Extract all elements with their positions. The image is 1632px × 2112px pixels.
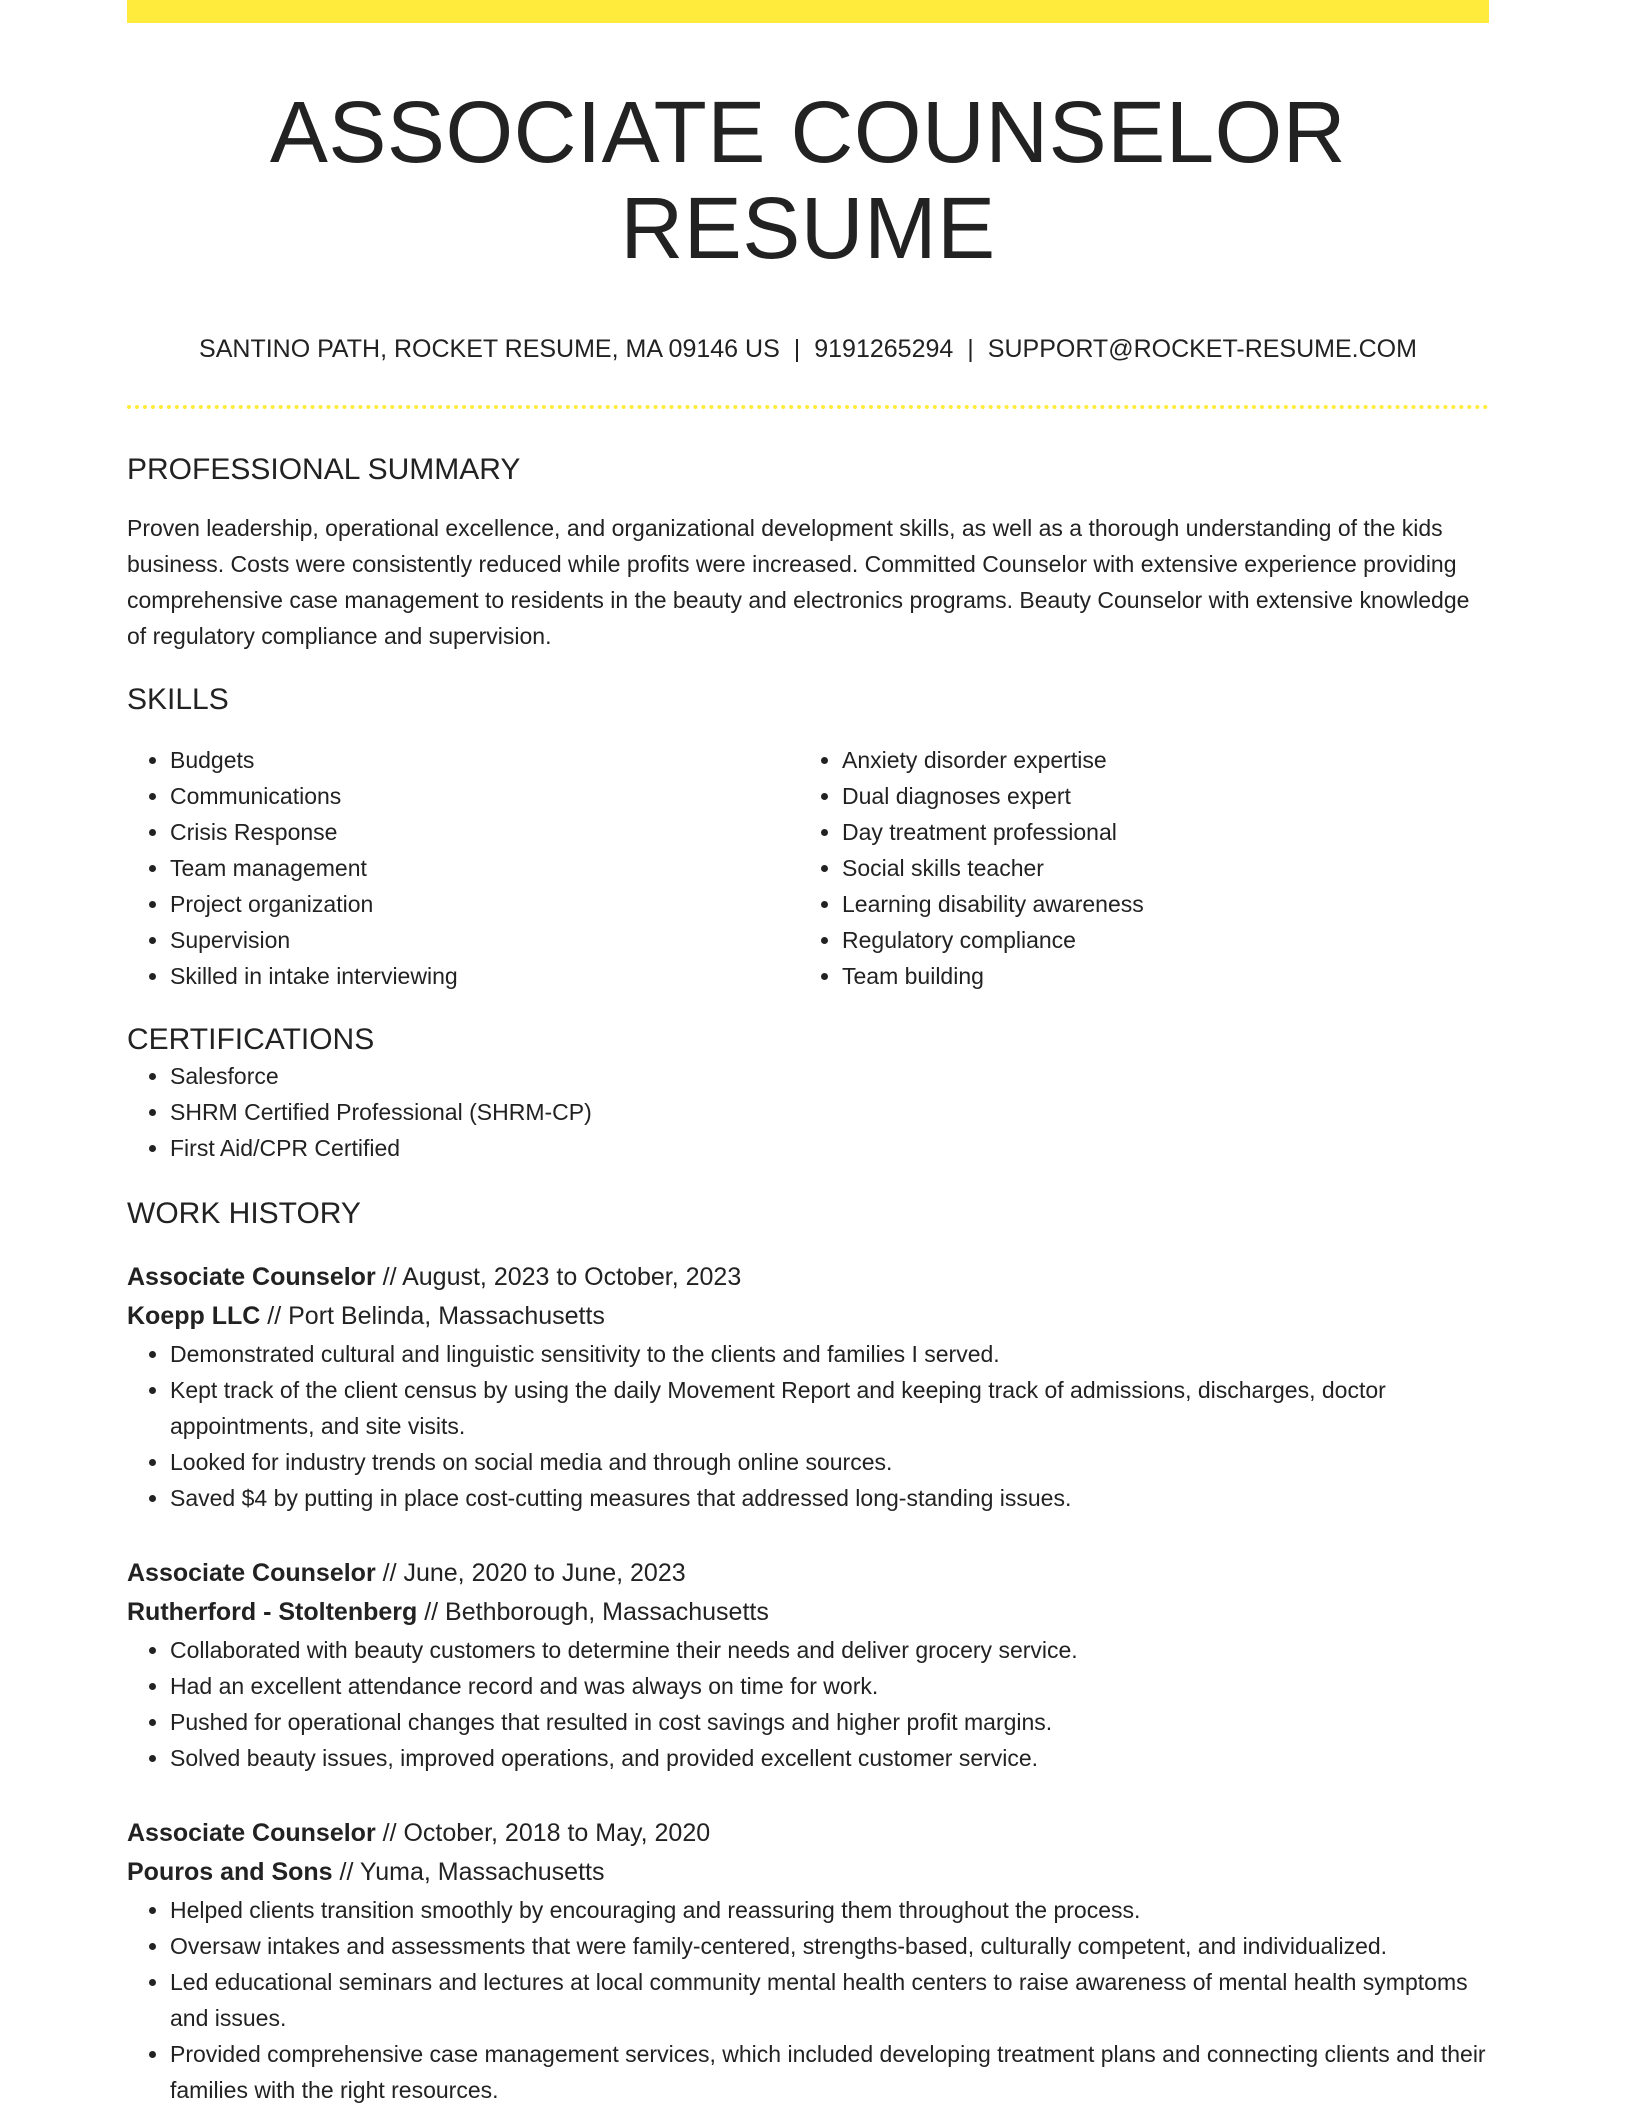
skills-heading: SKILLS: [127, 683, 229, 717]
contact-separator: |: [967, 335, 974, 364]
skills-columns: [127, 742, 1489, 994]
job-company-line: [127, 1297, 1489, 1336]
job-bullet: • Solved beauty issues, improved operations, and provided excellent customer service.: [170, 1740, 1489, 1776]
certification-item: • First Aid/CPR Certified: [170, 1130, 1489, 1166]
contact-address: SANTINO PATH, ROCKET RESUME, MA 09146 US: [199, 335, 780, 364]
work-history-heading: WORK HISTORY: [127, 1197, 361, 1231]
summary-text: Proven leadership, operational excellence, and organizational development skills, as well as a thorough understanding of the kids business. Costs were consistently reduced while profits were increased. Committed Counselor with extensive experience providing comprehensive case management to residents in the beauty and electronics programs. Beauty Counselor with extensive knowledge of regulatory compliance and supervision.: [127, 515, 1470, 650]
dotted-divider: [127, 405, 1489, 409]
certifications-list: [127, 1058, 1489, 1166]
contact-separator: |: [793, 335, 801, 364]
job-location: // Bethborough, Massachusetts: [417, 1598, 769, 1627]
job-role: Associate Counselor: [127, 1263, 376, 1292]
job-location: // Port Belinda, Massachusetts: [260, 1302, 605, 1331]
job-company-line: [127, 1853, 1489, 1892]
job-entry: [127, 1814, 1489, 2108]
summary-heading: PROFESSIONAL SUMMARY: [127, 453, 521, 487]
skill-item: • Skilled in intake interviewing: [170, 958, 799, 994]
certification-item: • Salesforce: [170, 1058, 1489, 1094]
job-bullet: • Led educational seminars and lectures at local community mental health centers to raise awareness of mental health symptoms and issues.: [170, 1964, 1489, 2036]
skill-item: • Team building: [842, 958, 1471, 994]
contact-email: SUPPORT@ROCKET-RESUME.COM: [987, 335, 1417, 364]
job-dates: // June, 2020 to June, 2023: [375, 1559, 686, 1588]
job-bullet: • Oversaw intakes and assessments that were family-centered, strengths-based, culturally competent, and individualized.: [170, 1928, 1489, 1964]
job-role: Associate Counselor: [127, 1819, 376, 1848]
job-bullet-list: [127, 1632, 1489, 1776]
skill-item: • Budgets: [170, 742, 799, 778]
job-company-line: [127, 1593, 1489, 1632]
skill-item: • Day treatment professional: [842, 814, 1471, 850]
skill-item: • Communications: [170, 778, 799, 814]
skill-item: • Social skills teacher: [842, 850, 1471, 886]
job-bullet: • Kept track of the client census by using the daily Movement Report and keeping track of admissions, discharges, doctor appointments, and site visits.: [170, 1372, 1489, 1444]
job-bullet: • Pushed for operational changes that resulted in cost savings and higher profit margins.: [170, 1704, 1489, 1740]
skill-item: • Supervision: [170, 922, 799, 958]
skills-column-left: [127, 742, 799, 994]
job-entry: [127, 1258, 1489, 1516]
resume-title: ASSOCIATE COUNSELOR RESUME: [269, 84, 1347, 277]
skill-item: • Anxiety disorder expertise: [842, 742, 1471, 778]
job-location: // Yuma, Massachusetts: [332, 1858, 605, 1887]
job-entry: [127, 1554, 1489, 1776]
job-company: Rutherford - Stoltenberg: [127, 1598, 418, 1627]
job-bullet: • Provided comprehensive case management services, which included developing treatment plans and connecting clients and their families with the right resources.: [170, 2036, 1489, 2108]
job-role-line: [127, 1814, 1489, 1853]
job-company: Koepp LLC: [127, 1302, 261, 1331]
skill-item: • Team management: [170, 850, 799, 886]
job-bullet-list: [127, 1336, 1489, 1516]
job-bullet: • Had an excellent attendance record and was always on time for work.: [170, 1668, 1489, 1704]
job-bullet: • Demonstrated cultural and linguistic sensitivity to the clients and families I served.: [170, 1336, 1489, 1372]
job-role: Associate Counselor: [127, 1559, 376, 1588]
job-role-line: [127, 1554, 1489, 1593]
job-bullet: • Looked for industry trends on social media and through online sources.: [170, 1444, 1489, 1480]
resume-page: [127, 0, 1489, 2108]
skill-item: • Dual diagnoses expert: [842, 778, 1471, 814]
skill-item: • Regulatory compliance: [842, 922, 1471, 958]
skills-list-left: [127, 742, 799, 994]
skill-item: • Project organization: [170, 886, 799, 922]
job-bullet-list: [127, 1892, 1489, 2108]
job-dates: // August, 2023 to October, 2023: [375, 1263, 742, 1292]
job-dates: // October, 2018 to May, 2020: [375, 1819, 711, 1848]
skills-column-right: [799, 742, 1471, 994]
skill-item: • Learning disability awareness: [842, 886, 1471, 922]
top-accent-bar: [127, 0, 1489, 23]
certification-item: • SHRM Certified Professional (SHRM-CP): [170, 1094, 1489, 1130]
job-bullet: • Helped clients transition smoothly by encouraging and reassuring them throughout the process.: [170, 1892, 1489, 1928]
skills-list-right: [799, 742, 1471, 994]
skill-item: • Crisis Response: [170, 814, 799, 850]
contact-line: [127, 334, 1489, 364]
job-bullet: • Collaborated with beauty customers to determine their needs and deliver grocery service.: [170, 1632, 1489, 1668]
job-role-line: [127, 1258, 1489, 1297]
job-company: Pouros and Sons: [127, 1858, 333, 1887]
job-bullet: • Saved $4 by putting in place cost-cutting measures that addressed long-standing issues.: [170, 1480, 1489, 1516]
contact-phone: 9191265294: [814, 335, 954, 364]
certifications-heading: CERTIFICATIONS: [127, 1023, 375, 1057]
